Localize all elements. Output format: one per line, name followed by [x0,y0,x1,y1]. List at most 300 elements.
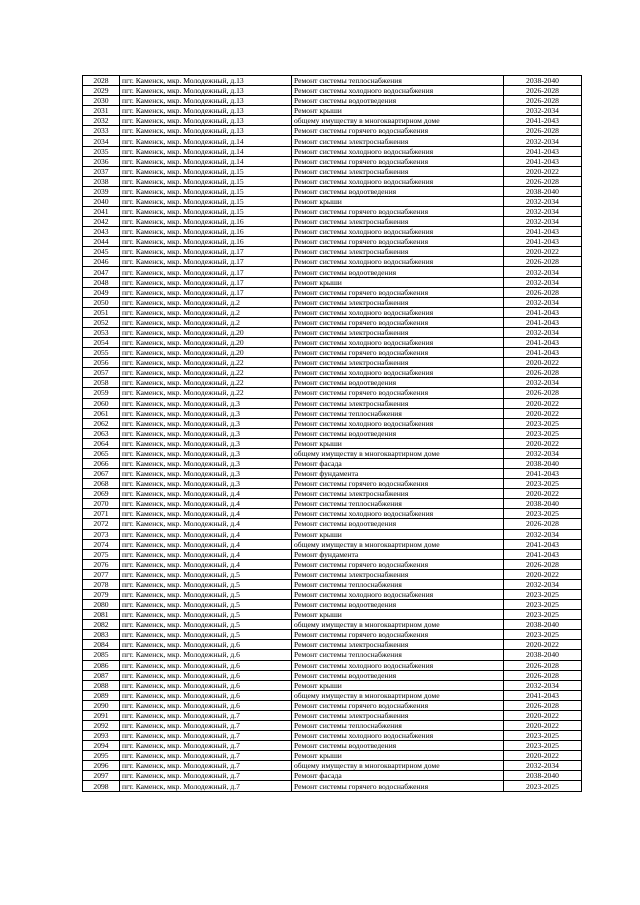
row-number-cell: 2057 [83,368,120,378]
row-number-cell: 2086 [83,660,120,670]
address-cell: пгт. Каменск, мкр. Молодежный, д.5 [120,589,292,599]
address-cell: пгт. Каменск, мкр. Молодежный, д.4 [120,489,292,499]
work-type-cell: Ремонт системы водоотведения [292,428,504,438]
period-cell: 2041-2043 [504,549,582,559]
work-type-cell: Ремонт системы электроснабжения [292,217,504,227]
row-number-cell: 2079 [83,589,120,599]
table-row [83,670,582,680]
period-cell: 2023-2025 [504,741,582,751]
work-type-cell: Ремонт системы электроснабжения [292,297,504,307]
work-type-cell: Ремонт системы теплоснабжения [292,499,504,509]
work-type-cell: Ремонт системы электроснабжения [292,398,504,408]
work-type-cell: Ремонт системы холодного водоснабжения [292,338,504,348]
row-number-cell: 2073 [83,529,120,539]
work-type-cell: Ремонт системы теплоснабжения [292,579,504,589]
address-cell: пгт. Каменск, мкр. Молодежный, д.17 [120,267,292,277]
work-type-cell: Ремонт системы водоотведения [292,600,504,610]
period-cell: 2038-2040 [504,458,582,468]
address-cell: пгт. Каменск, мкр. Молодежный, д.13 [120,126,292,136]
work-type-cell: общему имуществу в многоквартирном доме [292,620,504,630]
period-cell: 2032-2034 [504,267,582,277]
row-number-cell: 2032 [83,116,120,126]
row-number-cell: 2039 [83,186,120,196]
address-cell: пгт. Каменск, мкр. Молодежный, д.2 [120,307,292,317]
work-type-cell: Ремонт системы электроснабжения [292,489,504,499]
address-cell: пгт. Каменск, мкр. Молодежный, д.6 [120,650,292,660]
period-cell: 2041-2043 [504,307,582,317]
period-cell: 2032-2034 [504,579,582,589]
address-cell: пгт. Каменск, мкр. Молодежный, д.15 [120,207,292,217]
table-row [83,327,582,337]
row-number-cell: 2059 [83,388,120,398]
row-number-cell: 2043 [83,227,120,237]
work-type-cell: Ремонт системы горячего водоснабжения [292,317,504,327]
work-type-cell: Ремонт системы холодного водоснабжения [292,660,504,670]
work-type-cell: общему имуществу в многоквартирном доме [292,761,504,771]
work-type-cell: Ремонт крыши [292,277,504,287]
period-cell: 2020-2022 [504,438,582,448]
row-number-cell: 2074 [83,539,120,549]
table-row [83,358,582,368]
table-row [83,156,582,166]
period-cell: 2023-2025 [504,781,582,791]
work-type-cell: Ремонт системы горячего водоснабжения [292,781,504,791]
row-number-cell: 2084 [83,640,120,650]
row-number-cell: 2067 [83,469,120,479]
work-type-cell: Ремонт системы теплоснабжения [292,721,504,731]
table-row [83,76,582,86]
table-row [83,559,582,569]
address-cell: пгт. Каменск, мкр. Молодежный, д.7 [120,741,292,751]
row-number-cell: 2044 [83,237,120,247]
row-number-cell: 2088 [83,680,120,690]
table-row [83,126,582,136]
address-cell: пгт. Каменск, мкр. Молодежный, д.5 [120,610,292,620]
row-number-cell: 2060 [83,398,120,408]
period-cell: 2026-2028 [504,700,582,710]
period-cell: 2026-2028 [504,388,582,398]
row-number-cell: 2054 [83,338,120,348]
period-cell: 2032-2034 [504,196,582,206]
period-cell: 2041-2043 [504,237,582,247]
address-cell: пгт. Каменск, мкр. Молодежный, д.3 [120,398,292,408]
address-cell: пгт. Каменск, мкр. Молодежный, д.15 [120,166,292,176]
period-cell: 2026-2028 [504,126,582,136]
address-cell: пгт. Каменск, мкр. Молодежный, д.5 [120,620,292,630]
row-number-cell: 2030 [83,96,120,106]
address-cell: пгт. Каменск, мкр. Молодежный, д.7 [120,721,292,731]
row-number-cell: 2096 [83,761,120,771]
work-type-cell: Ремонт системы водоотведения [292,96,504,106]
period-cell: 2023-2025 [504,428,582,438]
period-cell: 2020-2022 [504,247,582,257]
address-cell: пгт. Каменск, мкр. Молодежный, д.13 [120,76,292,86]
table-row [83,448,582,458]
address-cell: пгт. Каменск, мкр. Молодежный, д.4 [120,529,292,539]
period-cell: 2023-2025 [504,630,582,640]
address-cell: пгт. Каменск, мкр. Молодежный, д.7 [120,710,292,720]
period-cell: 2041-2043 [504,348,582,358]
row-number-cell: 2068 [83,479,120,489]
table-row [83,267,582,277]
period-cell: 2026-2028 [504,287,582,297]
period-cell: 2026-2028 [504,368,582,378]
row-number-cell: 2091 [83,710,120,720]
table-row [83,761,582,771]
address-cell: пгт. Каменск, мкр. Молодежный, д.4 [120,509,292,519]
work-type-cell: Ремонт крыши [292,438,504,448]
work-type-cell: Ремонт фундамента [292,469,504,479]
row-number-cell: 2051 [83,307,120,317]
period-cell: 2020-2022 [504,489,582,499]
period-cell: 2032-2034 [504,378,582,388]
work-type-cell: Ремонт системы теплоснабжения [292,76,504,86]
table-row [83,549,582,559]
row-number-cell: 2078 [83,579,120,589]
row-number-cell: 2082 [83,620,120,630]
table-row [83,307,582,317]
address-cell: пгт. Каменск, мкр. Молодежный, д.20 [120,338,292,348]
address-cell: пгт. Каменск, мкр. Молодежный, д.6 [120,690,292,700]
period-cell: 2023-2025 [504,731,582,741]
period-cell: 2038-2040 [504,620,582,630]
address-cell: пгт. Каменск, мкр. Молодежный, д.14 [120,156,292,166]
address-cell: пгт. Каменск, мкр. Молодежный, д.4 [120,549,292,559]
period-cell: 2023-2025 [504,589,582,599]
period-cell: 2023-2025 [504,509,582,519]
work-type-cell: Ремонт системы холодного водоснабжения [292,86,504,96]
work-type-cell: общему имуществу в многоквартирном доме [292,539,504,549]
address-cell: пгт. Каменск, мкр. Молодежный, д.3 [120,448,292,458]
period-cell: 2020-2022 [504,710,582,720]
table-row [83,146,582,156]
work-type-cell: Ремонт системы электроснабжения [292,358,504,368]
table-row [83,741,582,751]
work-type-cell: Ремонт крыши [292,529,504,539]
work-type-cell: Ремонт системы теплоснабжения [292,650,504,660]
table-row [83,489,582,499]
period-cell: 2020-2022 [504,408,582,418]
row-number-cell: 2063 [83,428,120,438]
address-cell: пгт. Каменск, мкр. Молодежный, д.17 [120,247,292,257]
period-cell: 2026-2028 [504,176,582,186]
row-number-cell: 2046 [83,257,120,267]
period-cell: 2038-2040 [504,499,582,509]
work-type-cell: Ремонт системы холодного водоснабжения [292,368,504,378]
address-cell: пгт. Каменск, мкр. Молодежный, д.3 [120,408,292,418]
row-number-cell: 2093 [83,731,120,741]
row-number-cell: 2075 [83,549,120,559]
address-cell: пгт. Каменск, мкр. Молодежный, д.17 [120,287,292,297]
row-number-cell: 2094 [83,741,120,751]
period-cell: 2032-2034 [504,761,582,771]
row-number-cell: 2069 [83,489,120,499]
row-number-cell: 2048 [83,277,120,287]
period-cell: 2020-2022 [504,751,582,761]
address-cell: пгт. Каменск, мкр. Молодежный, д.17 [120,277,292,287]
row-number-cell: 2071 [83,509,120,519]
row-number-cell: 2050 [83,297,120,307]
address-cell: пгт. Каменск, мкр. Молодежный, д.4 [120,539,292,549]
work-type-cell: Ремонт системы электроснабжения [292,136,504,146]
work-type-cell: Ремонт фундамента [292,549,504,559]
address-cell: пгт. Каменск, мкр. Молодежный, д.20 [120,327,292,337]
work-type-cell: Ремонт системы холодного водоснабжения [292,176,504,186]
address-cell: пгт. Каменск, мкр. Молодежный, д.7 [120,761,292,771]
address-cell: пгт. Каменск, мкр. Молодежный, д.3 [120,458,292,468]
address-cell: пгт. Каменск, мкр. Молодежный, д.13 [120,86,292,96]
row-number-cell: 2065 [83,448,120,458]
row-number-cell: 2062 [83,418,120,428]
work-type-cell: Ремонт системы электроснабжения [292,166,504,176]
table-row [83,751,582,761]
table-row [83,589,582,599]
work-type-cell: общему имуществу в многоквартирном доме [292,690,504,700]
work-type-cell: Ремонт системы холодного водоснабжения [292,146,504,156]
table-row [83,509,582,519]
work-type-cell: Ремонт системы горячего водоснабжения [292,126,504,136]
work-type-cell: Ремонт системы теплоснабжения [292,408,504,418]
table-row [83,227,582,237]
table-row [83,247,582,257]
table-row [83,600,582,610]
table-row [83,317,582,327]
address-cell: пгт. Каменск, мкр. Молодежный, д.6 [120,660,292,670]
address-cell: пгт. Каменск, мкр. Молодежный, д.22 [120,378,292,388]
table-row [83,721,582,731]
work-type-cell: Ремонт крыши [292,680,504,690]
work-type-cell: Ремонт системы водоотведения [292,378,504,388]
address-cell: пгт. Каменск, мкр. Молодежный, д.16 [120,237,292,247]
period-cell: 2041-2043 [504,539,582,549]
period-cell: 2026-2028 [504,670,582,680]
table-row [83,186,582,196]
table-row [83,166,582,176]
work-type-cell: Ремонт системы водоотведения [292,267,504,277]
period-cell: 2026-2028 [504,519,582,529]
work-type-cell: Ремонт системы горячего водоснабжения [292,207,504,217]
row-number-cell: 2034 [83,136,120,146]
row-number-cell: 2049 [83,287,120,297]
address-cell: пгт. Каменск, мкр. Молодежный, д.3 [120,428,292,438]
row-number-cell: 2033 [83,126,120,136]
work-type-cell: Ремонт системы горячего водоснабжения [292,237,504,247]
period-cell: 2032-2034 [504,106,582,116]
work-type-cell: Ремонт системы горячего водоснабжения [292,700,504,710]
row-number-cell: 2029 [83,86,120,96]
period-cell: 2020-2022 [504,358,582,368]
work-type-cell: Ремонт системы холодного водоснабжения [292,418,504,428]
row-number-cell: 2087 [83,670,120,680]
address-cell: пгт. Каменск, мкр. Молодежный, д.13 [120,116,292,126]
row-number-cell: 2066 [83,458,120,468]
row-number-cell: 2052 [83,317,120,327]
row-number-cell: 2028 [83,76,120,86]
table-row [83,207,582,217]
period-cell: 2026-2028 [504,559,582,569]
address-cell: пгт. Каменск, мкр. Молодежный, д.3 [120,438,292,448]
period-cell: 2023-2025 [504,479,582,489]
row-number-cell: 2047 [83,267,120,277]
period-cell: 2032-2034 [504,529,582,539]
row-number-cell: 2083 [83,630,120,640]
row-number-cell: 2070 [83,499,120,509]
address-cell: пгт. Каменск, мкр. Молодежный, д.6 [120,680,292,690]
address-cell: пгт. Каменск, мкр. Молодежный, д.14 [120,136,292,146]
work-type-cell: Ремонт крыши [292,610,504,620]
table-row [83,610,582,620]
work-type-cell: Ремонт системы холодного водоснабжения [292,257,504,267]
address-cell: пгт. Каменск, мкр. Молодежный, д.5 [120,600,292,610]
table-row [83,771,582,781]
work-type-cell: Ремонт системы горячего водоснабжения [292,156,504,166]
address-cell: пгт. Каменск, мкр. Молодежный, д.15 [120,186,292,196]
address-cell: пгт. Каменск, мкр. Молодежный, д.13 [120,106,292,116]
table-row [83,569,582,579]
table-row [83,690,582,700]
address-cell: пгт. Каменск, мкр. Молодежный, д.7 [120,771,292,781]
work-type-cell: Ремонт системы водоотведения [292,670,504,680]
table-row [83,408,582,418]
address-cell: пгт. Каменск, мкр. Молодежный, д.20 [120,348,292,358]
row-number-cell: 2040 [83,196,120,206]
address-cell: пгт. Каменск, мкр. Молодежный, д.14 [120,146,292,156]
work-type-cell: Ремонт крыши [292,106,504,116]
row-number-cell: 2056 [83,358,120,368]
table-row [83,458,582,468]
row-number-cell: 2031 [83,106,120,116]
period-cell: 2038-2040 [504,186,582,196]
row-number-cell: 2098 [83,781,120,791]
address-cell: пгт. Каменск, мкр. Молодежный, д.3 [120,479,292,489]
address-cell: пгт. Каменск, мкр. Молодежный, д.5 [120,630,292,640]
row-number-cell: 2077 [83,569,120,579]
work-type-cell: Ремонт системы горячего водоснабжения [292,630,504,640]
period-cell: 2041-2043 [504,338,582,348]
period-cell: 2032-2034 [504,136,582,146]
period-cell: 2032-2034 [504,680,582,690]
table-row [83,710,582,720]
address-cell: пгт. Каменск, мкр. Молодежный, д.5 [120,569,292,579]
period-cell: 2026-2028 [504,86,582,96]
table-row [83,277,582,287]
row-number-cell: 2042 [83,217,120,227]
row-number-cell: 2041 [83,207,120,217]
period-cell: 2041-2043 [504,156,582,166]
work-type-cell: Ремонт системы холодного водоснабжения [292,307,504,317]
work-type-cell: Ремонт системы электроснабжения [292,569,504,579]
address-cell: пгт. Каменск, мкр. Молодежный, д.2 [120,317,292,327]
row-number-cell: 2058 [83,378,120,388]
table-row [83,297,582,307]
address-cell: пгт. Каменск, мкр. Молодежный, д.22 [120,358,292,368]
table-row [83,287,582,297]
period-cell: 2026-2028 [504,96,582,106]
row-number-cell: 2064 [83,438,120,448]
work-type-cell: Ремонт крыши [292,751,504,761]
address-cell: пгт. Каменск, мкр. Молодежный, д.17 [120,257,292,267]
table-row [83,257,582,267]
table-row [83,176,582,186]
period-cell: 2023-2025 [504,610,582,620]
row-number-cell: 2095 [83,751,120,761]
address-cell: пгт. Каменск, мкр. Молодежный, д.4 [120,559,292,569]
work-type-cell: Ремонт системы электроснабжения [292,247,504,257]
table-row [83,348,582,358]
address-cell: пгт. Каменск, мкр. Молодежный, д.4 [120,519,292,529]
row-number-cell: 2053 [83,327,120,337]
address-cell: пгт. Каменск, мкр. Молодежный, д.3 [120,469,292,479]
work-type-cell: Ремонт системы холодного водоснабжения [292,731,504,741]
row-number-cell: 2097 [83,771,120,781]
table-row [83,499,582,509]
period-cell: 2032-2034 [504,327,582,337]
work-type-cell: Ремонт системы холодного водоснабжения [292,227,504,237]
work-type-cell: Ремонт системы водоотведения [292,741,504,751]
period-cell: 2038-2040 [504,650,582,660]
address-cell: пгт. Каменск, мкр. Молодежный, д.7 [120,731,292,741]
work-type-cell: Ремонт системы горячего водоснабжения [292,479,504,489]
address-cell: пгт. Каменск, мкр. Молодежный, д.13 [120,96,292,106]
row-number-cell: 2035 [83,146,120,156]
address-cell: пгт. Каменск, мкр. Молодежный, д.16 [120,227,292,237]
period-cell: 2023-2025 [504,418,582,428]
table-row [83,650,582,660]
row-number-cell: 2055 [83,348,120,358]
work-type-cell: Ремонт системы холодного водоснабжения [292,589,504,599]
work-type-cell: Ремонт фасада [292,458,504,468]
period-cell: 2041-2043 [504,146,582,156]
row-number-cell: 2089 [83,690,120,700]
address-cell: пгт. Каменск, мкр. Молодежный, д.6 [120,700,292,710]
period-cell: 2026-2028 [504,257,582,267]
table-row [83,620,582,630]
address-cell: пгт. Каменск, мкр. Молодежный, д.2 [120,297,292,307]
address-cell: пгт. Каменск, мкр. Молодежный, д.6 [120,640,292,650]
address-cell: пгт. Каменск, мкр. Молодежный, д.5 [120,579,292,589]
period-cell: 2023-2025 [504,600,582,610]
period-cell: 2026-2028 [504,660,582,670]
table-row [83,96,582,106]
table-row [83,539,582,549]
row-number-cell: 2085 [83,650,120,660]
table-row [83,529,582,539]
period-cell: 2041-2043 [504,227,582,237]
address-cell: пгт. Каменск, мкр. Молодежный, д.22 [120,388,292,398]
address-cell: пгт. Каменск, мкр. Молодежный, д.6 [120,670,292,680]
table-row [83,428,582,438]
table-row [83,731,582,741]
table-row [83,388,582,398]
row-number-cell: 2038 [83,176,120,186]
row-number-cell: 2061 [83,408,120,418]
work-type-cell: Ремонт системы холодного водоснабжения [292,509,504,519]
table-row [83,660,582,670]
address-cell: пгт. Каменск, мкр. Молодежный, д.22 [120,368,292,378]
row-number-cell: 2072 [83,519,120,529]
work-type-cell: Ремонт фасада [292,771,504,781]
table-row [83,418,582,428]
table-row [83,86,582,96]
table-row [83,438,582,448]
address-cell: пгт. Каменск, мкр. Молодежный, д.4 [120,499,292,509]
table-body [83,76,582,792]
work-type-cell: общему имуществу в многоквартирном доме [292,448,504,458]
period-cell: 2020-2022 [504,166,582,176]
period-cell: 2020-2022 [504,398,582,408]
period-cell: 2020-2022 [504,721,582,731]
address-cell: пгт. Каменск, мкр. Молодежный, д.16 [120,217,292,227]
